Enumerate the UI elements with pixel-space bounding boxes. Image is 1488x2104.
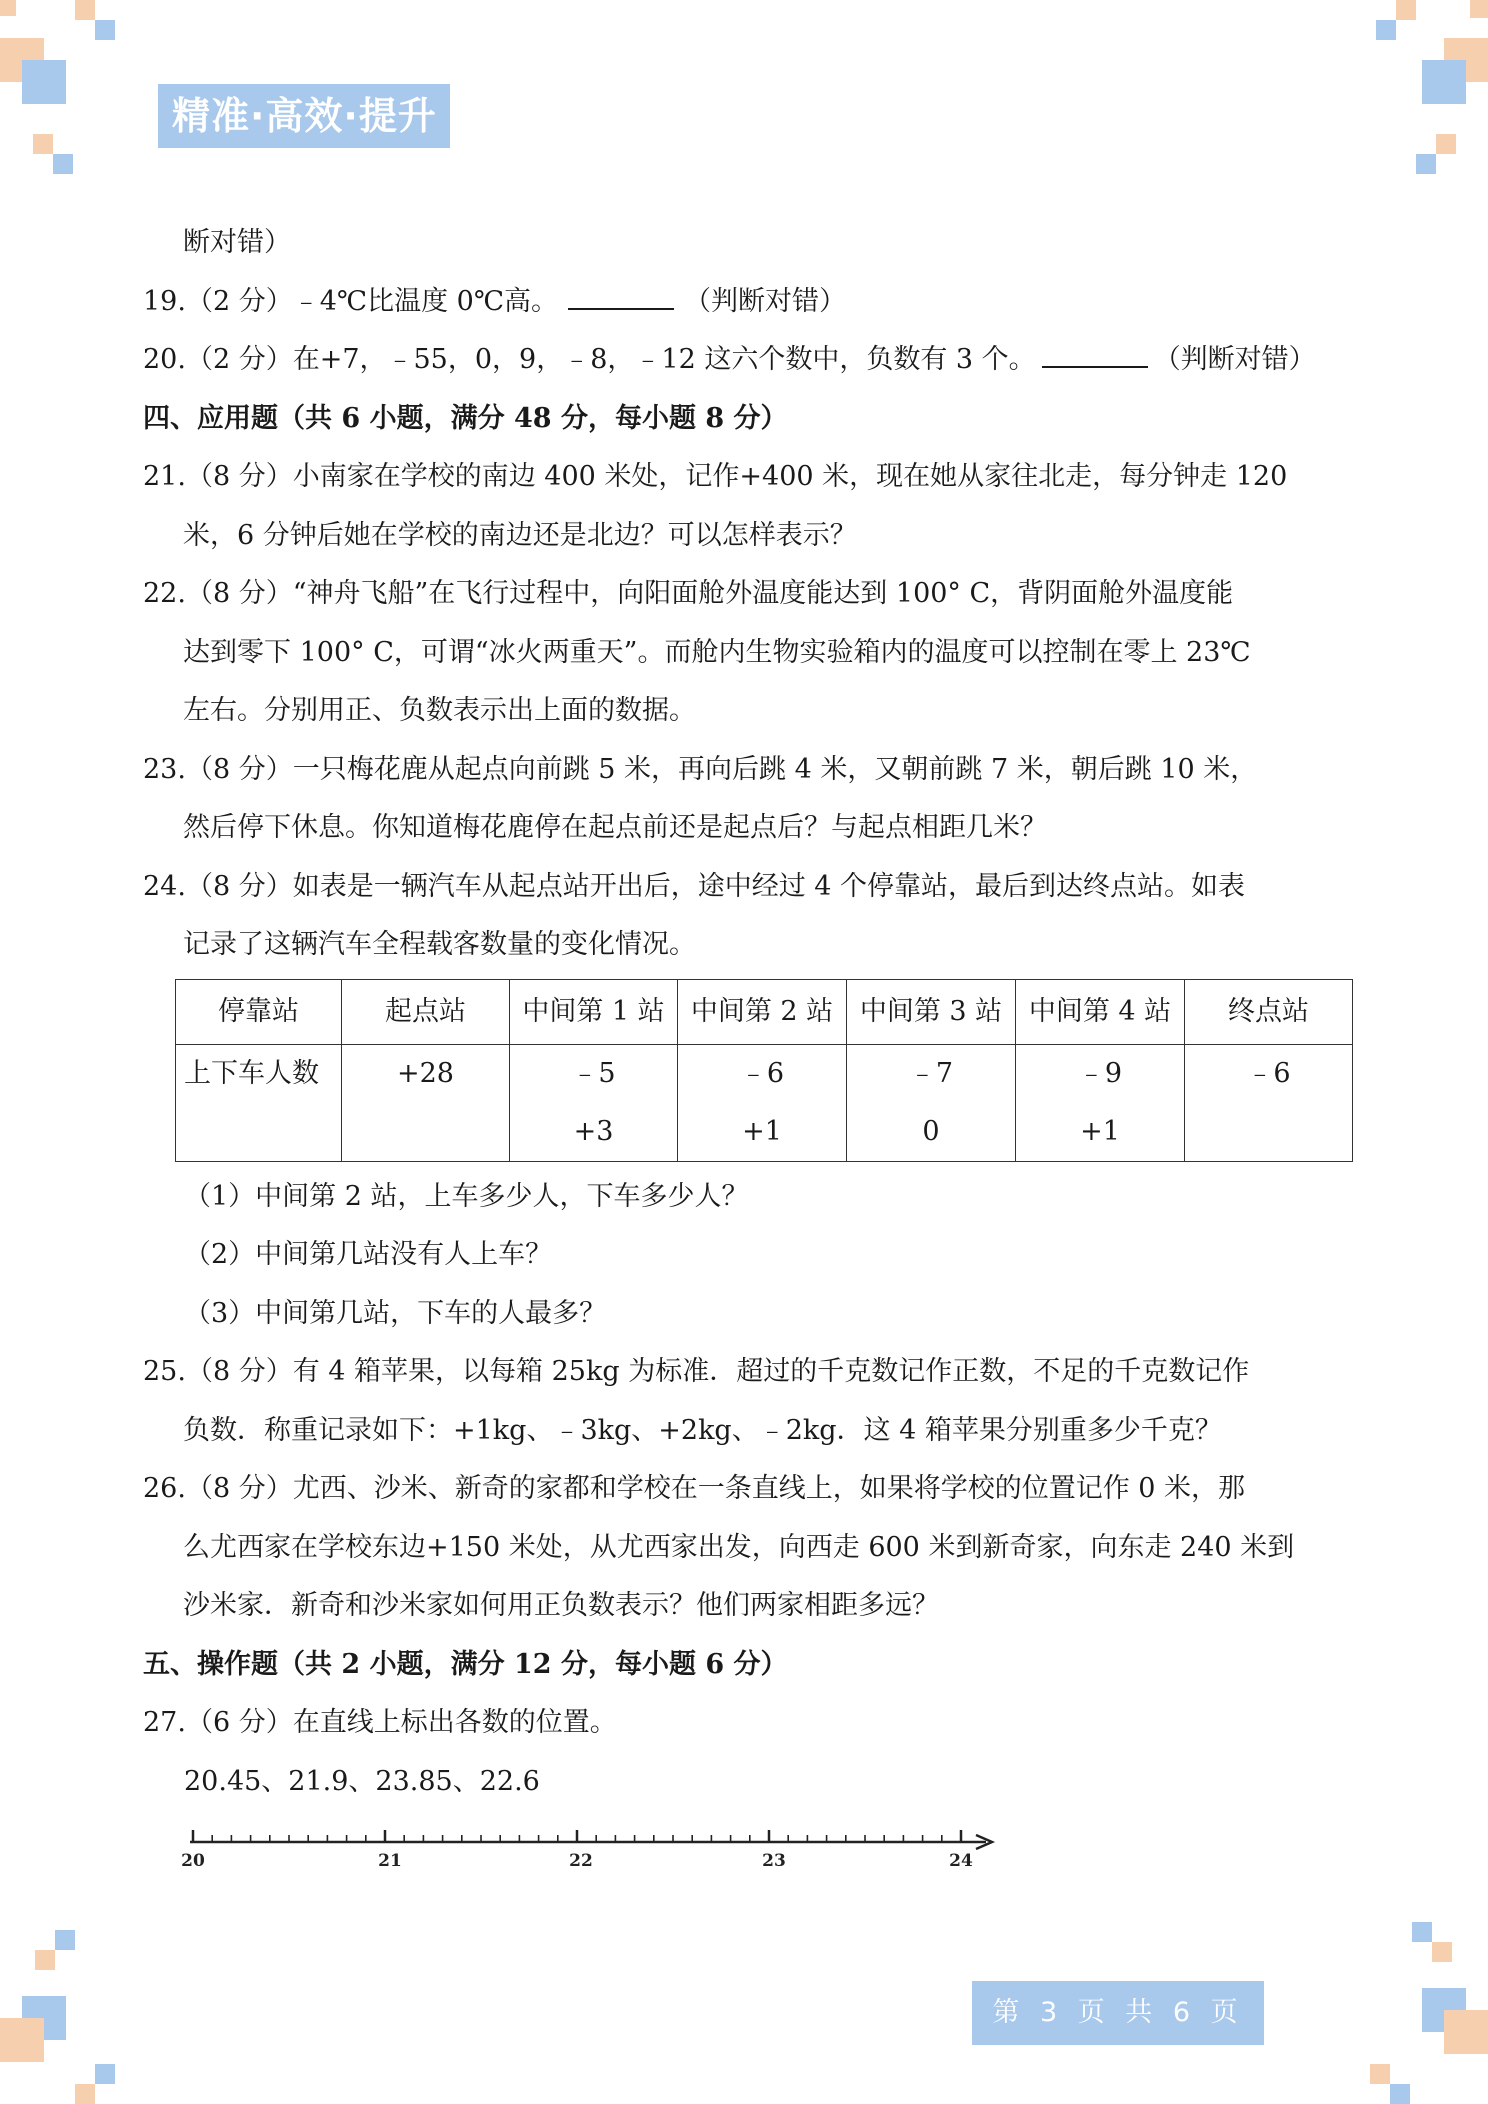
table-row bbox=[176, 1044, 1353, 1161]
deco-square bbox=[1412, 1922, 1432, 1942]
deco-square bbox=[95, 2064, 115, 2084]
deco-square bbox=[35, 1950, 55, 1970]
question-25-line: 负数．称重记录如下：+1kg、﹣3kg、+2kg、﹣2kg．这 4 箱苹果分别重多少千克？ bbox=[183, 1414, 1222, 1446]
table-cell bbox=[678, 1044, 847, 1161]
question-26-line: 26.（8 分）尤西、沙米、新奇的家都和学校在一条直线上，如果将学校的位置记作 0 米，那 bbox=[143, 1473, 1246, 1504]
question-text: 20.（2 分）在+7，﹣55，0，9，﹣8，﹣12 这六个数中，负数有 3 个。 bbox=[143, 344, 1036, 375]
table-header-cell: 中间第 1 站 bbox=[510, 979, 678, 1044]
number-line-labels bbox=[181, 1851, 973, 1871]
deco-square bbox=[33, 134, 53, 154]
deco-square bbox=[1444, 2010, 1488, 2054]
tick-label: 24 bbox=[949, 1851, 973, 1871]
answer-blank[interactable] bbox=[568, 282, 674, 310]
table-header-cell: 起点站 bbox=[342, 979, 510, 1044]
deco-square bbox=[1432, 1942, 1452, 1962]
table-header-cell: 中间第 4 站 bbox=[1016, 979, 1185, 1044]
question-text: 19.（2 分）﹣4℃比温度 0℃高。 bbox=[143, 285, 559, 317]
question-23-line: 然后停下休息。你知道梅花鹿停在起点前还是起点后？与起点相距几米？ bbox=[183, 812, 1047, 843]
table-header-cell: 终点站 bbox=[1185, 979, 1353, 1044]
cell-value: +28 bbox=[397, 1057, 454, 1089]
table-cell bbox=[1185, 1044, 1353, 1161]
table-cell bbox=[1016, 1044, 1185, 1161]
answer-blank[interactable] bbox=[1042, 340, 1148, 368]
deco-square bbox=[53, 154, 73, 174]
deco-square bbox=[1396, 0, 1416, 20]
tick-label: 21 bbox=[378, 1851, 402, 1871]
tick-label: 20 bbox=[181, 1851, 205, 1871]
question-25-line: 25.（8 分）有 4 箱苹果，以每箱 25kg 为标准．超过的千克数记作正数，不足的千克数记作 bbox=[143, 1356, 1250, 1387]
question-24-line: 24.（8 分）如表是一辆汽车从起点站开出后，途中经过 4 个停靠站，最后到达终点站。如表 bbox=[143, 870, 1246, 902]
page-content bbox=[143, 214, 1353, 1811]
tick-label: 22 bbox=[569, 1851, 593, 1871]
question-text: （判断对错） bbox=[1153, 344, 1316, 375]
question-26-line: 沙米家．新奇和沙米家如何用正负数表示？他们两家相距多远？ bbox=[183, 1590, 939, 1621]
text-line: 断对错） bbox=[183, 227, 291, 258]
number-line[interactable] bbox=[176, 1822, 1006, 1872]
question-26-line: 么尤西家在学校东边+150 米处，从尤西家出发，向西走 600 米到新奇家，向东走 240 米到 bbox=[183, 1531, 1295, 1563]
table-cell bbox=[847, 1044, 1016, 1161]
question-23-line: 23.（8 分）一只梅花鹿从起点向前跳 5 米，再向后跳 4 米，又朝前跳 7 米，朝后跳 10 米， bbox=[143, 753, 1258, 785]
section-heading: 四、应用题（共 6 小题，满分 48 分，每小题 8 分） bbox=[143, 402, 788, 434]
question-text: （判断对错） bbox=[684, 285, 847, 317]
deco-square bbox=[1370, 2064, 1390, 2084]
sub-question: （3）中间第几站，下车的人最多？ bbox=[184, 1297, 607, 1329]
brand-banner: 精准·高效·提升 bbox=[158, 84, 450, 148]
cell-value: ﹣7 bbox=[908, 1057, 954, 1089]
deco-square bbox=[1376, 20, 1396, 40]
deco-square bbox=[1416, 154, 1436, 174]
cell-value: ﹣9 bbox=[1077, 1057, 1123, 1089]
page-number: 第 3 页 共 6 页 bbox=[972, 1981, 1264, 2045]
deco-square bbox=[75, 0, 95, 20]
table-cell bbox=[510, 1044, 678, 1161]
sub-question: （1）中间第 2 站，上车多少人，下车多少人？ bbox=[184, 1180, 749, 1212]
deco-square bbox=[1436, 134, 1456, 154]
tick-label: 23 bbox=[762, 1851, 786, 1871]
question-22-line: 22.（8 分）“神舟飞船”在飞行过程中，向阳面舱外温度能达到 100° C，背阴面舱外温度能 bbox=[143, 578, 1234, 609]
question-21-line: 21.（8 分）小南家在学校的南边 400 米处，记作+400 米，现在她从家往北走，每分钟走 120 bbox=[143, 461, 1288, 492]
question-24-line: 记录了这辆汽车全程载客数量的变化情况。 bbox=[183, 929, 696, 960]
deco-square bbox=[1470, 0, 1488, 18]
cell-value: 0 bbox=[922, 1115, 940, 1147]
deco-square bbox=[1422, 60, 1466, 104]
cell-value: +1 bbox=[742, 1115, 782, 1147]
number-line-ticks bbox=[193, 1830, 961, 1842]
deco-square bbox=[1390, 2084, 1410, 2104]
cell-value: ﹣6 bbox=[1246, 1057, 1291, 1089]
deco-square bbox=[22, 60, 66, 104]
deco-square bbox=[0, 0, 16, 16]
question-21-line: 米，6 分钟后她在学校的南边还是北边？可以怎样表示？ bbox=[183, 519, 857, 551]
cell-value: +3 bbox=[573, 1115, 614, 1147]
question-20 bbox=[143, 331, 1353, 390]
table-header-cell: 中间第 3 站 bbox=[847, 979, 1016, 1044]
question-27-numbers: 20.45、21.9、23.85、22.6 bbox=[184, 1765, 540, 1797]
question-22-line: 左右。分别用正、负数表示出上面的数据。 bbox=[183, 695, 696, 726]
question-22-line: 达到零下 100° C，可谓“冰火两重天”。而舱内生物实验箱内的温度可以控制在零上 23℃ bbox=[183, 636, 1251, 668]
table-header-row bbox=[176, 979, 1353, 1044]
question-19 bbox=[143, 273, 1353, 332]
section-heading: 五、操作题（共 2 小题，满分 12 分，每小题 6 分） bbox=[143, 1648, 788, 1680]
passenger-table bbox=[175, 979, 1353, 1162]
deco-square bbox=[95, 20, 115, 40]
sub-question: （2）中间第几站没有人上车？ bbox=[184, 1239, 553, 1270]
table-header-cell: 中间第 2 站 bbox=[678, 979, 847, 1044]
cell-value: +1 bbox=[1080, 1115, 1120, 1147]
table-cell bbox=[342, 1044, 510, 1161]
cell-value: ﹣6 bbox=[739, 1057, 785, 1089]
question-27-line: 27.（6 分）在直线上标出各数的位置。 bbox=[143, 1707, 617, 1738]
deco-square bbox=[55, 1930, 75, 1950]
table-row-label: 上下车人数 bbox=[176, 1044, 342, 1161]
cell-value: ﹣5 bbox=[571, 1057, 616, 1089]
table-header-cell: 停靠站 bbox=[176, 979, 342, 1044]
deco-square bbox=[0, 2018, 44, 2062]
deco-square bbox=[75, 2084, 95, 2104]
